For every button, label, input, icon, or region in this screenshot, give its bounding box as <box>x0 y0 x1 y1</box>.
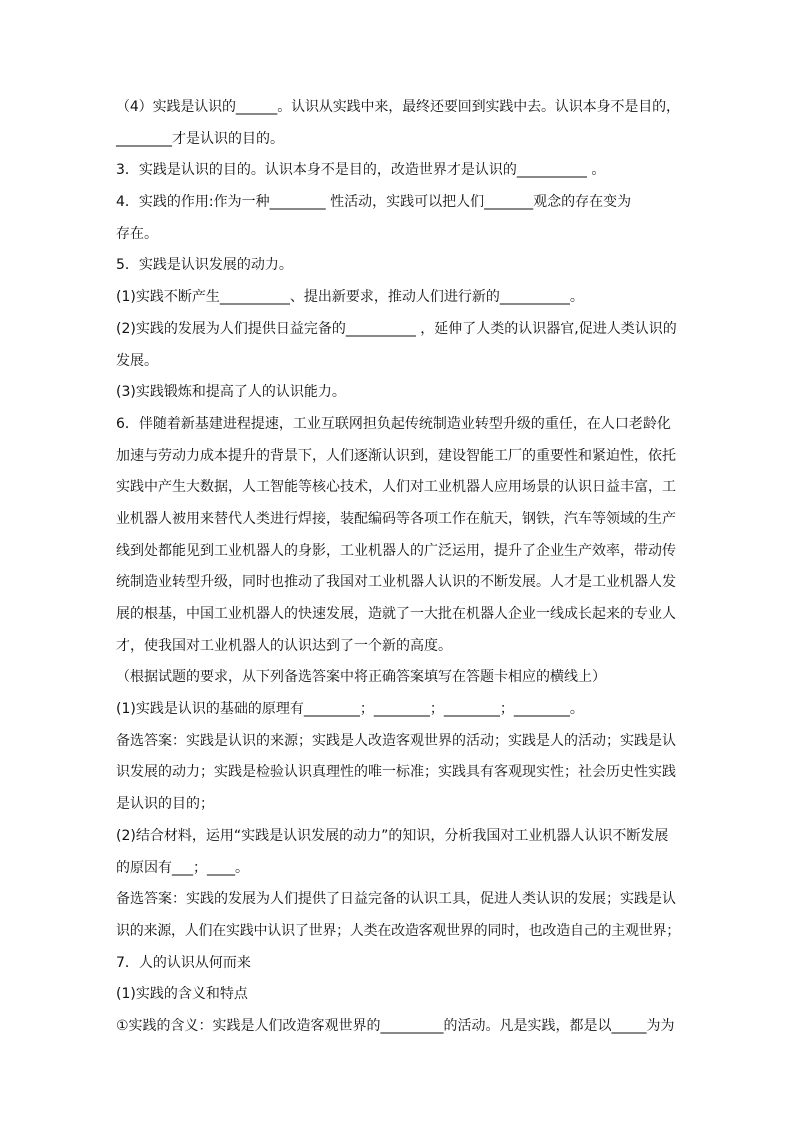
text-line: (3)实践锻炼和提高了人的认识能力。 <box>116 384 346 401</box>
text-line: 统制造业转型升级，同时也推动了我国对工业机器人认识的不断发展。人才是工业机器人发 <box>116 574 676 591</box>
text-line: 3．实践是认识的目的。认识本身不是目的，改造世界才是认识的__________ 。 <box>116 162 606 179</box>
text-line: (1)实践的含义和特点 <box>116 986 248 1003</box>
document-page <box>116 98 680 1049</box>
text-line: (2)实践的发展为人们提供日益完备的__________ ，延伸了人类的认识器官,促进人类认识的 <box>116 320 677 337</box>
text-line: 4．实践的作用:作为一种________ 性活动，实践可以把人们_______观念的存在变为 <box>116 194 632 211</box>
text-line: ①实践的含义：实践是人们改造客观世界的_________的活动。凡是实践，都是以_____为为 <box>116 1017 675 1034</box>
text-line: 才，使我国对工业机器人的认识达到了一个新的高度。 <box>116 637 452 654</box>
text-line: （4）实践是认识的______。认识从实践中来，最终还要回到实践中去。认识本身不是目的， <box>116 99 680 115</box>
text-line: 5．实践是认识发展的动力。 <box>116 257 293 274</box>
text-line: 展的根基，中国工业机器人的快速发展，造就了一大批在机器人企业一线成长起来的专业人 <box>116 606 676 622</box>
text-line: 实践中产生大数据，人工智能等核心技术，人们对工业机器人应用场景的认识日益丰富，工 <box>116 479 676 496</box>
text-line: 识的来源，人们在实践中认识了世界；人类在改造客观世界的同时，也改造自己的主观世界； <box>116 922 680 939</box>
text-line: ________才是认识的目的。 <box>116 130 284 147</box>
text-line: 发展。 <box>116 352 158 369</box>
text-line: 是认识的目的； <box>116 796 214 813</box>
text-line: 线到处都能见到工业机器人的身影，工业机器人的广泛运用，提升了企业生产效率，带动传 <box>116 542 676 559</box>
text-line: 备选答案：实践是认识的来源；实践是人改造客观世界的活动；实践是人的活动；实践是认 <box>116 732 676 749</box>
text-line: 7．人的认识从何而来 <box>116 954 251 971</box>
text-line: 识发展的动力；实践是检验认识真理性的唯一标准；实践具有客观现实性；社会历史性实践 <box>116 764 676 781</box>
text-line: (1)实践是认识的基础的原理有________；________；________；________。 <box>116 701 584 718</box>
text-line: 存在。 <box>116 225 158 242</box>
text-line: 业机器人被用来替代人类进行焊接，装配编码等各项工作在航天，钢铁，汽车等领域的生产 <box>116 510 676 527</box>
text-line: 的原因有___；____。 <box>116 859 249 876</box>
text-line: 6．伴随着新基建进程提速，工业互联网担负起传统制造业转型升级的重任，在人口老龄化 <box>116 415 671 432</box>
text-line: 加速与劳动力成本提升的背景下，人们逐渐认识到，建设智能工厂的重要性和紧迫性，依托 <box>116 447 676 464</box>
text-line: (1)实践不断产生__________、提出新要求，推动人们进行新的__________。 <box>116 289 584 306</box>
text-line: (2)结合材料，运用“实践是认识发展的动力”的知识，分析我国对工业机器人认识不断发展 <box>116 827 669 844</box>
text-line: 备选答案：实践的发展为人们提供了日益完备的认识工具，促进人类认识的发展；实践是认 <box>116 891 676 908</box>
text-line: （根据试题的要求，从下列备选答案中将正确答案填写在答题卡相应的横线上） <box>116 669 606 686</box>
